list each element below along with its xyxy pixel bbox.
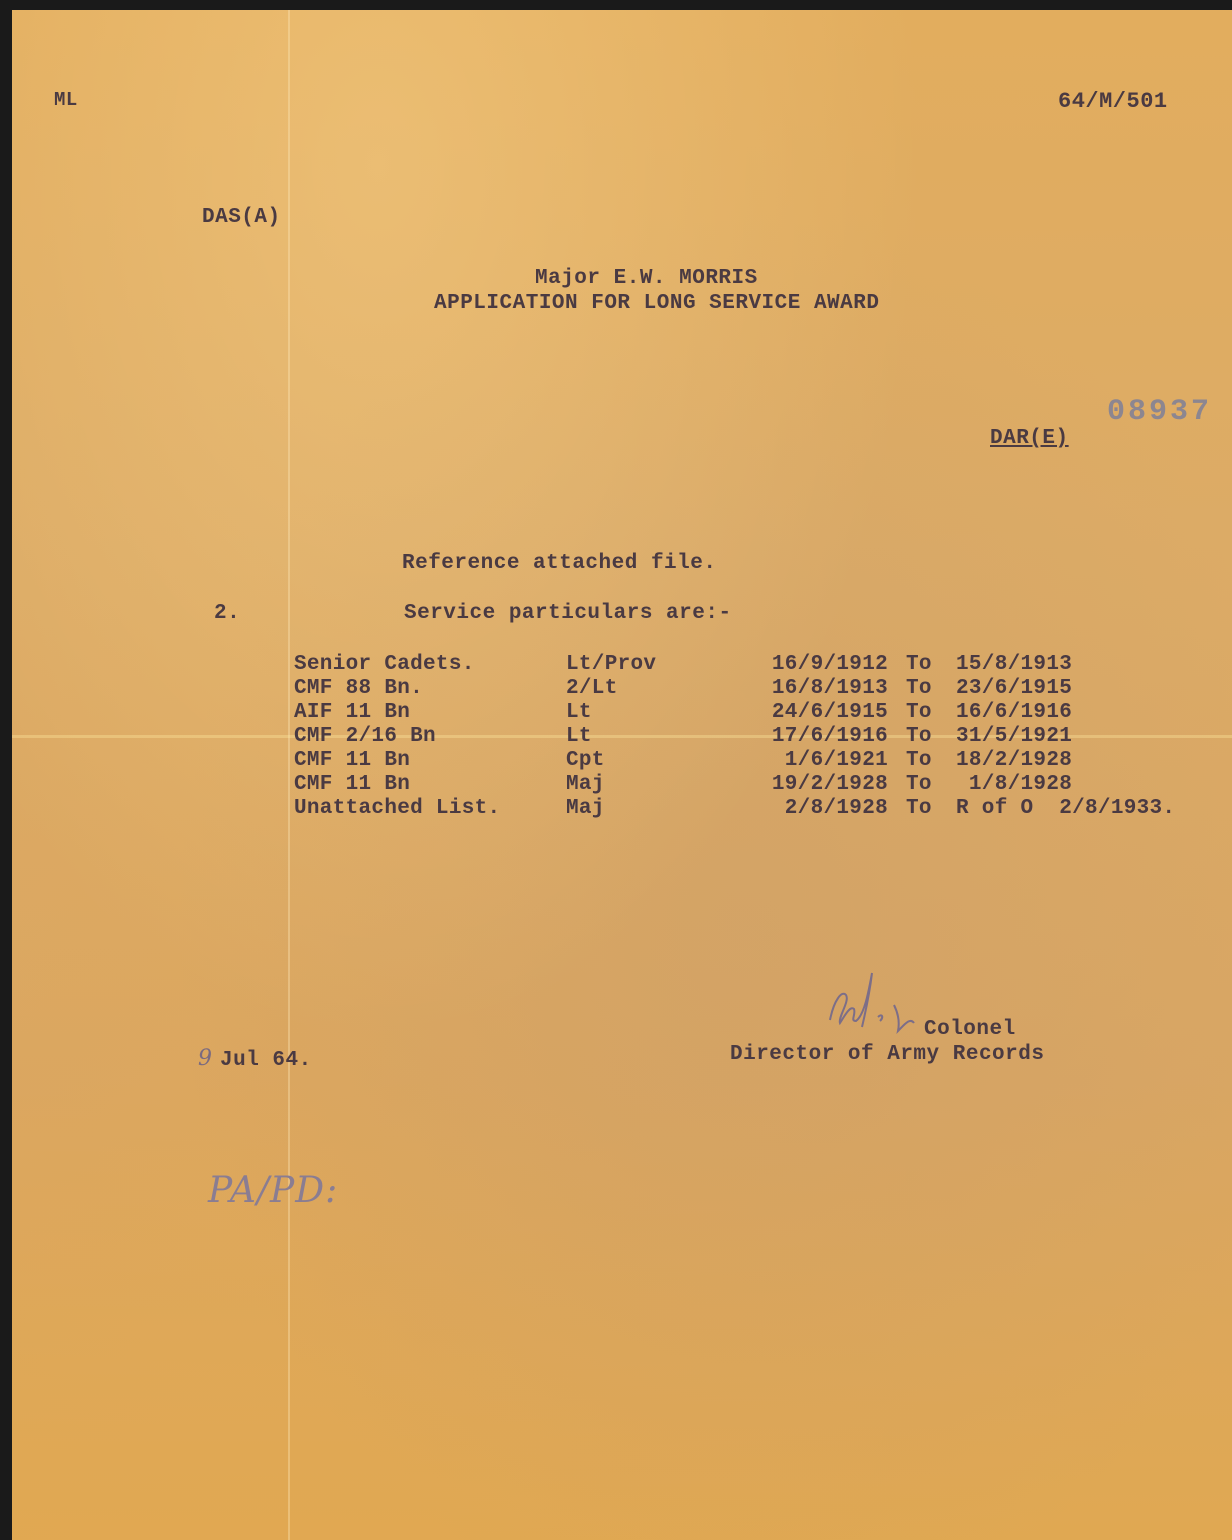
service-until-date: 15/8/1913 — [956, 653, 1073, 676]
file-reference: 64/M/501 — [1058, 89, 1168, 114]
service-rank: Maj — [566, 797, 605, 820]
service-row — [294, 773, 1194, 797]
from-office: DAS(A) — [202, 206, 281, 229]
service-to-word: To — [906, 701, 932, 724]
signatory-rank: Colonel — [924, 1018, 1016, 1041]
service-row — [294, 701, 1194, 725]
service-from-date: 19/2/1928 — [771, 773, 888, 796]
service-row — [294, 749, 1194, 773]
paper-fold-vertical — [288, 10, 290, 1540]
registry-stamp-number: 08937 — [1107, 395, 1213, 429]
service-row — [294, 677, 1194, 701]
to-office: DAR(E) — [990, 427, 1069, 450]
service-unit: Unattached List. — [294, 797, 501, 820]
service-to-word: To — [906, 677, 932, 700]
document-date: Jul 64. — [220, 1049, 312, 1072]
service-unit: CMF 11 Bn — [294, 749, 411, 772]
service-unit: CMF 11 Bn — [294, 773, 411, 796]
service-until-date: 23/6/1915 — [956, 677, 1073, 700]
service-from-date: 2/8/1928 — [784, 797, 888, 820]
service-until-date: R of O 2/8/1933. — [956, 797, 1176, 820]
service-rank: Lt/Prov — [566, 653, 657, 676]
service-unit: AIF 11 Bn — [294, 701, 411, 724]
reference-line: Reference attached file. — [402, 552, 717, 575]
service-rank: 2/Lt — [566, 677, 618, 700]
handwritten-day: 9 — [198, 1046, 212, 1071]
service-row — [294, 653, 1194, 677]
service-from-date: 16/9/1912 — [771, 653, 888, 676]
service-unit: CMF 88 Bn. — [294, 677, 424, 700]
service-rank: Lt — [566, 725, 592, 748]
subject-title: APPLICATION FOR LONG SERVICE AWARD — [434, 292, 880, 315]
service-rank: Maj — [566, 773, 605, 796]
service-from-date: 16/8/1913 — [771, 677, 888, 700]
service-to-word: To — [906, 653, 932, 676]
service-until-date: 31/5/1921 — [956, 725, 1073, 748]
subject-name: Major E.W. MORRIS — [535, 267, 758, 290]
service-to-word: To — [906, 773, 932, 796]
paragraph-number: 2. — [214, 602, 241, 625]
signatory-title: Director of Army Records — [730, 1043, 1045, 1066]
top-left-mark: ML — [54, 89, 78, 111]
service-row — [294, 797, 1194, 821]
service-rank: Lt — [566, 701, 592, 724]
service-until-date: 18/2/1928 — [956, 749, 1073, 772]
service-unit: CMF 2/16 Bn — [294, 725, 436, 748]
service-until-date: 16/6/1916 — [956, 701, 1073, 724]
handwritten-signature — [820, 965, 930, 1045]
handwritten-note: PA/PD: — [208, 1170, 339, 1211]
service-intro: Service particulars are:- — [404, 602, 732, 625]
service-to-word: To — [906, 725, 932, 748]
service-to-word: To — [906, 797, 932, 820]
service-from-date: 1/6/1921 — [784, 749, 888, 772]
service-to-word: To — [906, 749, 932, 772]
service-row — [294, 725, 1194, 749]
service-rank: Cpt — [566, 749, 605, 772]
service-from-date: 17/6/1916 — [771, 725, 888, 748]
document-page — [12, 10, 1232, 1540]
service-from-date: 24/6/1915 — [771, 701, 888, 724]
service-until-date: 1/8/1928 — [956, 773, 1073, 796]
service-unit: Senior Cadets. — [294, 653, 475, 676]
